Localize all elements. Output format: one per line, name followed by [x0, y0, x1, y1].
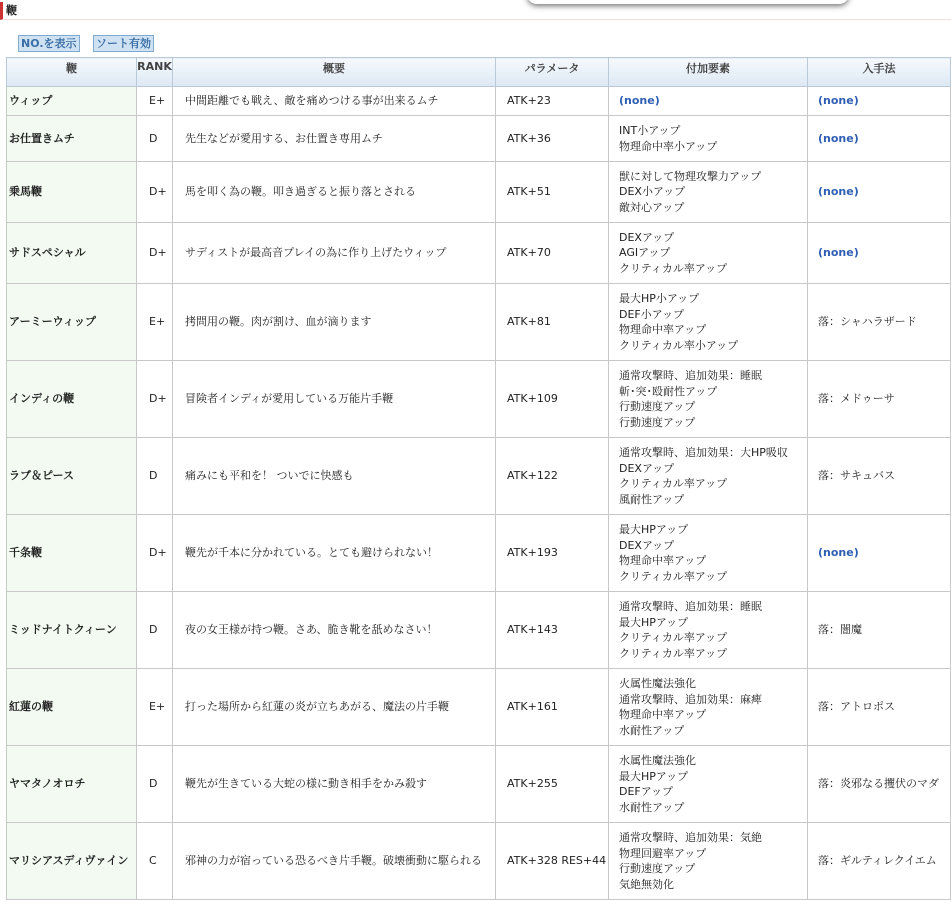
- table-row: [7, 592, 951, 669]
- toolbar: [18, 35, 164, 52]
- weapon-source: 落：アトロポス: [808, 669, 951, 746]
- effect-item: クリティカル率アップ: [619, 477, 728, 490]
- weapon-source: [808, 116, 951, 162]
- effect-item: DEF小アップ: [619, 307, 684, 321]
- weapon-description: 痛みにも平和を！ ついでに快感も: [173, 438, 496, 515]
- weapon-rank: D: [137, 746, 173, 823]
- weapon-parameter: ATK+193: [496, 515, 609, 592]
- weapon-description: 冒険者インディが愛用している万能片手鞭: [173, 361, 496, 438]
- header-source[interactable]: 入手法: [808, 58, 951, 87]
- weapon-description: 先生などが愛用する、お仕置き専用ムチ: [173, 116, 496, 162]
- effect-item: 通常攻撃時、追加効果：大HP吸収: [619, 446, 788, 459]
- effect-item: クリティカル率アップ: [619, 631, 728, 644]
- weapon-effects: [609, 669, 808, 746]
- effect-item: 最大HPアップ: [619, 769, 689, 783]
- weapon-parameter: ATK+143: [496, 592, 609, 669]
- weapon-parameter: ATK+81: [496, 284, 609, 361]
- table-row: [7, 746, 951, 823]
- weapon-rank: D+: [137, 515, 173, 592]
- effect-item: 通常攻撃時、追加効果：睡眠: [619, 600, 762, 613]
- weapon-source: [808, 223, 951, 284]
- effect-item: 行動速度アップ: [619, 400, 696, 413]
- effect-item: 火属性魔法強化: [619, 677, 696, 690]
- none-link[interactable]: (none): [818, 246, 859, 260]
- weapon-parameter: ATK+70: [496, 223, 609, 284]
- effect-item: 行動速度アップ: [619, 415, 696, 429]
- weapon-description: 馬を叩く為の鞭。叩き過ぎると振り落とされる: [173, 162, 496, 223]
- effect-item: 水耐性アップ: [619, 723, 685, 737]
- weapon-effects: [609, 87, 808, 116]
- table-row: [7, 438, 951, 515]
- effect-item: クリティカル率アップ: [619, 569, 728, 583]
- none-link[interactable]: (none): [619, 94, 660, 108]
- weapon-name: お仕置きムチ: [7, 116, 137, 162]
- effect-item: 水耐性アップ: [619, 800, 685, 814]
- table-row: [7, 116, 951, 162]
- effect-item: DEX小アップ: [619, 185, 686, 199]
- weapon-source: 落：サキュバス: [808, 438, 951, 515]
- effect-item: 通常攻撃時、追加効果：麻痺: [619, 692, 762, 706]
- none-link[interactable]: (none): [818, 131, 859, 145]
- effect-item: 最大HPアップ: [619, 615, 689, 629]
- effect-item: 物理命中率小アップ: [619, 139, 718, 153]
- effect-item: 行動速度アップ: [619, 862, 696, 875]
- weapon-parameter: ATK+122: [496, 438, 609, 515]
- effect-item: 水属性魔法強化: [619, 754, 696, 767]
- effect-item: 物理命中率アップ: [619, 708, 707, 721]
- table-row: [7, 361, 951, 438]
- table-row: [7, 669, 951, 746]
- weapon-name: アーミーウィップ: [7, 284, 137, 361]
- effect-item: クリティカル率小アップ: [619, 338, 739, 352]
- weapon-parameter: ATK+36: [496, 116, 609, 162]
- weapon-effects: [609, 223, 808, 284]
- weapon-parameter: ATK+328 RES+44: [496, 823, 609, 900]
- none-link[interactable]: (none): [818, 546, 859, 560]
- table-row: [7, 515, 951, 592]
- effect-item: DEXアップ: [619, 538, 675, 552]
- effect-item: 敵対心アップ: [619, 200, 685, 214]
- weapon-effects: [609, 162, 808, 223]
- weapon-rank: D+: [137, 223, 173, 284]
- weapon-rank: C: [137, 823, 173, 900]
- weapon-parameter: ATK+161: [496, 669, 609, 746]
- sort-toggle-button[interactable]: ソート有効: [93, 35, 154, 52]
- effect-item: 斬･突･殴耐性アップ: [619, 384, 718, 398]
- weapon-description: 中間距離でも戦え、敵を痛めつける事が出来るムチ: [173, 87, 496, 116]
- table-body: [7, 87, 951, 900]
- weapon-name: マリシアスディヴァイン: [7, 823, 137, 900]
- table-row: [7, 823, 951, 900]
- effect-item: 最大HP小アップ: [619, 292, 700, 305]
- weapon-name: サドスペシャル: [7, 223, 137, 284]
- weapon-rank: D: [137, 592, 173, 669]
- effect-item: DEXアップ: [619, 461, 675, 475]
- weapon-source: [808, 162, 951, 223]
- weapon-source: 落：闇魔: [808, 592, 951, 669]
- weapon-effects: [609, 746, 808, 823]
- header-description[interactable]: 概要: [173, 58, 496, 87]
- none-link[interactable]: (none): [818, 94, 859, 108]
- effect-item: 通常攻撃時、追加効果：気絶: [619, 831, 762, 844]
- weapon-name: ミッドナイトクィーン: [7, 592, 137, 669]
- effect-item: 最大HPアップ: [619, 523, 689, 536]
- weapon-effects: [609, 823, 808, 900]
- weapon-name: ラブ＆ピース: [7, 438, 137, 515]
- effect-item: DEFアップ: [619, 785, 673, 798]
- effect-item: AGIアップ: [619, 246, 671, 260]
- weapon-parameter: ATK+23: [496, 87, 609, 116]
- weapon-description: 夜の女王様が持つ鞭。さあ、脆き靴を舐めなさい！: [173, 592, 496, 669]
- table-row: [7, 162, 951, 223]
- header-parameter[interactable]: パラメータ: [496, 58, 609, 87]
- header-rank[interactable]: RANK: [137, 58, 173, 87]
- weapon-source: 落：シャハラザード: [808, 284, 951, 361]
- weapon-parameter: ATK+51: [496, 162, 609, 223]
- weapon-source: 落：炎邪なる攫伏のマダ: [808, 746, 951, 823]
- weapon-source: [808, 515, 951, 592]
- weapon-rank: E+: [137, 87, 173, 116]
- weapon-parameter: ATK+109: [496, 361, 609, 438]
- weapon-rank: D: [137, 116, 173, 162]
- weapon-rank: E+: [137, 284, 173, 361]
- effect-item: DEXアップ: [619, 230, 675, 244]
- weapon-description: 鞭先が生きている大蛇の様に動き相手をかみ殺す: [173, 746, 496, 823]
- weapon-effects: [609, 592, 808, 669]
- weapon-name: 紅蓮の鞭: [7, 669, 137, 746]
- weapon-source: 落：メドゥーサ: [808, 361, 951, 438]
- weapon-effects: [609, 116, 808, 162]
- table-row: [7, 223, 951, 284]
- effect-item: クリティカル率アップ: [619, 261, 728, 275]
- weapon-effects: [609, 438, 808, 515]
- weapon-rank: D+: [137, 162, 173, 223]
- effect-item: INT小アップ: [619, 124, 681, 137]
- weapon-source: 落：ギルティレクイエム: [808, 823, 951, 900]
- show-no-button[interactable]: NO.を表示: [18, 35, 80, 52]
- none-link[interactable]: (none): [818, 185, 859, 199]
- weapon-name: 千条鞭: [7, 515, 137, 592]
- weapon-description: 鞭先が千本に分かれている。とても避けられない！: [173, 515, 496, 592]
- effect-item: 物理回避率アップ: [619, 846, 707, 860]
- table-header-row: [7, 58, 951, 87]
- header-name[interactable]: 鞭: [7, 58, 137, 87]
- weapon-parameter: ATK+255: [496, 746, 609, 823]
- effect-item: 物理命中率アップ: [619, 554, 707, 567]
- weapon-description: サディストが最高音プレイの為に作り上げたウィップ: [173, 223, 496, 284]
- weapon-effects: [609, 284, 808, 361]
- weapon-source: [808, 87, 951, 116]
- effect-item: 気絶無効化: [619, 877, 674, 891]
- effect-item: 通常攻撃時、追加効果：睡眠: [619, 369, 762, 382]
- weapon-description: 拷問用の鞭。肉が割け、血が滴ります: [173, 284, 496, 361]
- effect-item: 獣に対して物理攻撃力アップ: [619, 169, 762, 183]
- effect-item: 物理命中率アップ: [619, 323, 707, 336]
- weapon-effects: [609, 361, 808, 438]
- weapon-name: ヤマタノオロチ: [7, 746, 137, 823]
- effect-item: クリティカル率アップ: [619, 646, 728, 660]
- weapon-rank: D+: [137, 361, 173, 438]
- header-effects[interactable]: 付加要素: [609, 58, 808, 87]
- table-row: [7, 87, 951, 116]
- weapon-description: 邪神の力が宿っている恐るべき片手鞭。破壊衝動に駆られる: [173, 823, 496, 900]
- weapon-name: インディの鞭: [7, 361, 137, 438]
- effect-item: 風耐性アップ: [619, 492, 685, 506]
- weapon-name: 乗馬鞭: [7, 162, 137, 223]
- weapon-name: ウィップ: [7, 87, 137, 116]
- weapon-rank: E+: [137, 669, 173, 746]
- table-row: [7, 284, 951, 361]
- weapon-description: 打った場所から紅蓮の炎が立ちあがる、魔法の片手鞭: [173, 669, 496, 746]
- weapon-table: [6, 57, 951, 900]
- weapon-rank: D: [137, 438, 173, 515]
- weapon-effects: [609, 515, 808, 592]
- section-title: 鞭: [0, 2, 951, 20]
